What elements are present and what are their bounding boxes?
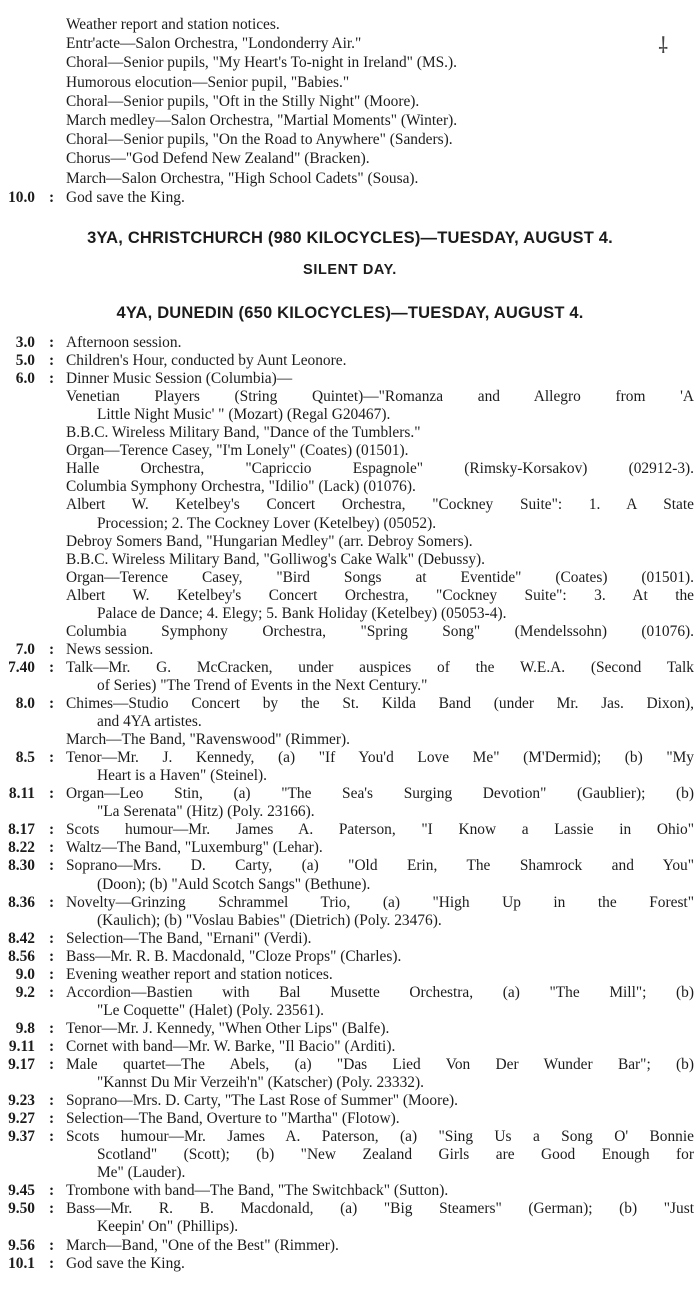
programme-text: (Doon); (b) "Auld Scotch Sangs" (Bethune). <box>97 875 371 893</box>
programme-time: 8.11 <box>8 785 35 803</box>
programme-text: Bass—Mr. R. B. Macdonald, "Cloze Props" (Charles). <box>66 947 402 965</box>
programme-text: Accordion—Bastien with Bal Musette Orchestra, (a) "The Mill"; (b) <box>66 983 694 1001</box>
programme-text: Male quartet—The Abels, (a) "Das Lied Von Der Wunder Bar"; (b) <box>66 1056 694 1073</box>
time-separator: : <box>49 1128 55 1146</box>
programme-text: Novelty—Grinzing Schrammel Trio, (a) "High Up in the Forest" <box>66 893 694 911</box>
time-separator: : <box>49 334 55 351</box>
programme-text: Halle Orchestra, "Capriccio Espagnole" (Rimsky-Korsakov) (02912-3). <box>66 460 694 478</box>
ink-mark-icon: ⸸ <box>658 34 669 59</box>
programme-time: 9.23 <box>8 1092 35 1110</box>
programme-time: 10.0 <box>8 188 35 206</box>
programme-text: "La Serenata" (Hitz) (Poly. 23166). <box>97 803 315 821</box>
programme-text: Humorous elocution—Senior pupil, "Babies." <box>66 73 350 91</box>
programme-text: Evening weather report and station notices. <box>66 965 333 983</box>
programme-text: Procession; 2. The Cockney Lover (Ketelbey) (05052). <box>97 514 437 532</box>
programme-time: 7.0 <box>15 640 35 658</box>
programme-time: 9.37 <box>8 1128 35 1146</box>
programme-text: March—The Band, "Ravenswood" (Rimmer). <box>66 731 350 749</box>
time-separator: : <box>49 1254 55 1272</box>
programme-text: Venetian Players (String Quintet)—"Romanza and Allegro from 'A <box>66 388 694 406</box>
programme-text: Bass—Mr. R. B. Macdonald, (a) "Big Steamers" (German); (b) "Just <box>66 1200 694 1218</box>
programme-time: 9.8 <box>15 1019 35 1037</box>
programme-text: B.B.C. Wireless Military Band, "Dance of the Tumblers." <box>66 424 421 442</box>
time-separator: : <box>49 1110 55 1128</box>
time-separator: : <box>49 947 55 965</box>
programme-text: God save the King. <box>66 188 185 206</box>
programme-time: 9.50 <box>8 1200 35 1218</box>
programme-text: Little Night Music' " (Mozart) (Regal G20467). <box>97 406 391 424</box>
time-separator: : <box>49 352 55 370</box>
programme-time: 8.0 <box>15 695 35 712</box>
time-separator: : <box>49 1200 55 1218</box>
time-separator: : <box>49 370 55 388</box>
programme-time: 9.0 <box>15 965 35 983</box>
programme-text: Choral—Senior pupils, "On the Road to Anywhere" (Sanders). <box>66 131 453 149</box>
programme-text: March—Band, "One of the Best" (Rimmer). <box>66 1236 339 1254</box>
time-separator: : <box>49 821 55 839</box>
programme-line <box>0 1253 700 1275</box>
programme-text: Keepin' On" (Phillips). <box>97 1218 239 1236</box>
time-separator: : <box>49 839 55 857</box>
programme-text: of Series) "The Trend of Events in the Next Century." <box>97 676 428 694</box>
time-separator: : <box>49 658 55 676</box>
programme-text: Columbia Symphony Orchestra, "Spring Song" (Mendelssohn) (01076). <box>66 622 694 640</box>
programme-text: March—Salon Orchestra, "High School Cadets" (Sousa). <box>66 169 419 187</box>
programme-text: B.B.C. Wireless Military Band, "Golliwog's Cake Walk" (Debussy). <box>66 550 486 568</box>
programme-time: 8.56 <box>8 947 35 965</box>
programme-text: (Kaulich); (b) "Voslau Babies" (Dietrich) (Poly. 23476). <box>97 911 442 929</box>
programme-text: Afternoon session. <box>66 334 182 351</box>
programme-text: Scots humour—Mr. James A. Paterson, (a) "Sing Us a Song O' Bonnie <box>66 1128 694 1146</box>
programme-text: Dinner Music Session (Columbia)— <box>66 370 293 388</box>
time-separator: : <box>49 893 55 911</box>
programme-text: Chimes—Studio Concert by the St. Kilda Band (under Mr. Jas. Dixon), <box>66 695 694 712</box>
programme-time: 9.56 <box>8 1236 35 1254</box>
programme-text: Columbia Symphony Orchestra, "Idilio" (Lack) (01076). <box>66 478 416 496</box>
programme-text: "Kannst Du Mir Verzeih'n" (Katscher) (Poly. 23332). <box>97 1074 424 1092</box>
programme-text: Choral—Senior pupils, "Oft in the Stilly Night" (Moore). <box>66 92 420 110</box>
programme-text: God save the King. <box>66 1254 185 1272</box>
programme-text: March medley—Salon Orchestra, "Martial Moments" (Winter). <box>66 112 458 129</box>
programme-line <box>0 187 700 209</box>
time-separator: : <box>49 1182 55 1200</box>
programme-text: "Le Coquette" (Halet) (Poly. 23561). <box>97 1001 324 1019</box>
programme-text: Organ—Terence Casey, "Bird Songs at Eventide" (Coates) (01501). <box>66 568 694 586</box>
time-separator: : <box>49 1236 55 1254</box>
dunedin-heading: 4YA, DUNEDIN (650 KILOCYCLES)—TUESDAY, AUGUST 4. <box>116 304 584 322</box>
time-separator: : <box>49 785 55 803</box>
programme-text: Weather report and station notices. <box>66 16 280 33</box>
programme-text: Tenor—Mr. J. Kennedy, "When Other Lips" (Balfe). <box>66 1019 390 1037</box>
programme-text: Albert W. Ketelbey's Concert Orchestra, "Cockney Suite": 1. A State <box>66 496 694 514</box>
programme-time: 9.27 <box>8 1110 35 1128</box>
programme-text: Soprano—Mrs. D. Carty, "The Last Rose of Summer" (Moore). <box>66 1092 458 1110</box>
programme-text: Choral—Senior pupils, "My Heart's To-night in Ireland" (MS.). <box>66 54 458 72</box>
programme-text: Scotland" (Scott); (b) "New Zealand Girls are Good Enough for <box>97 1146 694 1164</box>
time-separator: : <box>49 1019 55 1037</box>
time-separator: : <box>49 857 55 875</box>
time-separator: : <box>49 749 55 767</box>
programme-time: 8.42 <box>8 929 35 947</box>
christchurch-heading: 3YA, CHRISTCHURCH (980 KILOCYCLES)—TUESDAY, AUGUST 4. <box>87 229 613 247</box>
time-separator: : <box>49 983 55 1001</box>
programme-time: 8.22 <box>8 839 35 857</box>
programme-time: 6.0 <box>15 370 35 388</box>
programme-text: Palace de Dance; 4. Elegy; 5. Bank Holiday (Ketelbey) (05053-4). <box>97 604 507 622</box>
time-separator: : <box>49 640 55 658</box>
programme-time: 8.36 <box>8 893 35 911</box>
programme-text: Cornet with band—Mr. W. Barke, "Il Bacio" (Arditi). <box>66 1037 396 1055</box>
programme-text: and 4YA artistes. <box>97 713 202 731</box>
programme-text: Organ—Leo Stin, (a) "The Sea's Surging Devotion" (Gaublier); (b) <box>66 785 694 803</box>
programme-text: Debroy Somers Band, "Hungarian Medley" (arr. Debroy Somers). <box>66 532 473 550</box>
programme-time: 7.40 <box>8 658 35 676</box>
programme-text: Talk—Mr. G. McCracken, under auspices of the W.E.A. (Second Talk <box>66 658 694 676</box>
programme-text: Soprano—Mrs. D. Carty, (a) "Old Erin, The Shamrock and You" <box>66 857 694 875</box>
programme-text: Me" (Lauder). <box>97 1164 186 1182</box>
programme-time: 9.17 <box>8 1056 35 1073</box>
silent-day-label: SILENT DAY. <box>303 262 397 278</box>
time-separator: : <box>49 188 55 206</box>
time-separator: : <box>49 929 55 947</box>
time-separator: : <box>49 1037 55 1055</box>
programme-text: News session. <box>66 640 154 658</box>
programme-text: Tenor—Mr. J. Kennedy, (a) "If You'd Love Me" (M'Dermid); (b) "My <box>66 749 694 767</box>
programme-text: Entr'acte—Salon Orchestra, "Londonderry Air." <box>66 35 362 53</box>
programme-time: 5.0 <box>15 352 35 370</box>
programme-text: Selection—The Band, "Ernani" (Verdi). <box>66 929 312 947</box>
programme-text: Waltz—The Band, "Luxemburg" (Lehar). <box>66 839 323 857</box>
programme-text: Selection—The Band, Overture to "Martha" (Flotow). <box>66 1110 400 1128</box>
programme-time: 9.11 <box>8 1037 35 1055</box>
time-separator: : <box>49 1092 55 1110</box>
programme-text: Organ—Terence Casey, "I'm Lonely" (Coates) (01501). <box>66 442 409 460</box>
programme-time: 8.17 <box>8 821 35 839</box>
programme-time: 9.45 <box>8 1182 35 1200</box>
time-separator: : <box>49 965 55 983</box>
programme-text: Albert W. Ketelbey's Concert Orchestra, "Cockney Suite": 3. At the <box>66 586 694 604</box>
programme-time: 10.1 <box>8 1254 35 1272</box>
programme-text: Scots humour—Mr. James A. Paterson, "I Know a Lassie in Ohio" <box>66 821 694 839</box>
programme-time: 9.2 <box>15 983 35 1001</box>
programme-text: Trombone with band—The Band, "The Switchback" (Sutton). <box>66 1182 449 1200</box>
time-separator: : <box>49 695 55 712</box>
programme-time: 8.5 <box>15 749 35 767</box>
programme-text: Chorus—"God Defend New Zealand" (Bracken). <box>66 150 370 168</box>
programme-text: Heart is a Haven" (Steinel). <box>97 767 267 785</box>
programme-time: 3.0 <box>15 334 35 351</box>
programme-time: 8.30 <box>8 857 35 875</box>
time-separator: : <box>49 1056 55 1073</box>
programme-text: Children's Hour, conducted by Aunt Leonore. <box>66 352 347 370</box>
